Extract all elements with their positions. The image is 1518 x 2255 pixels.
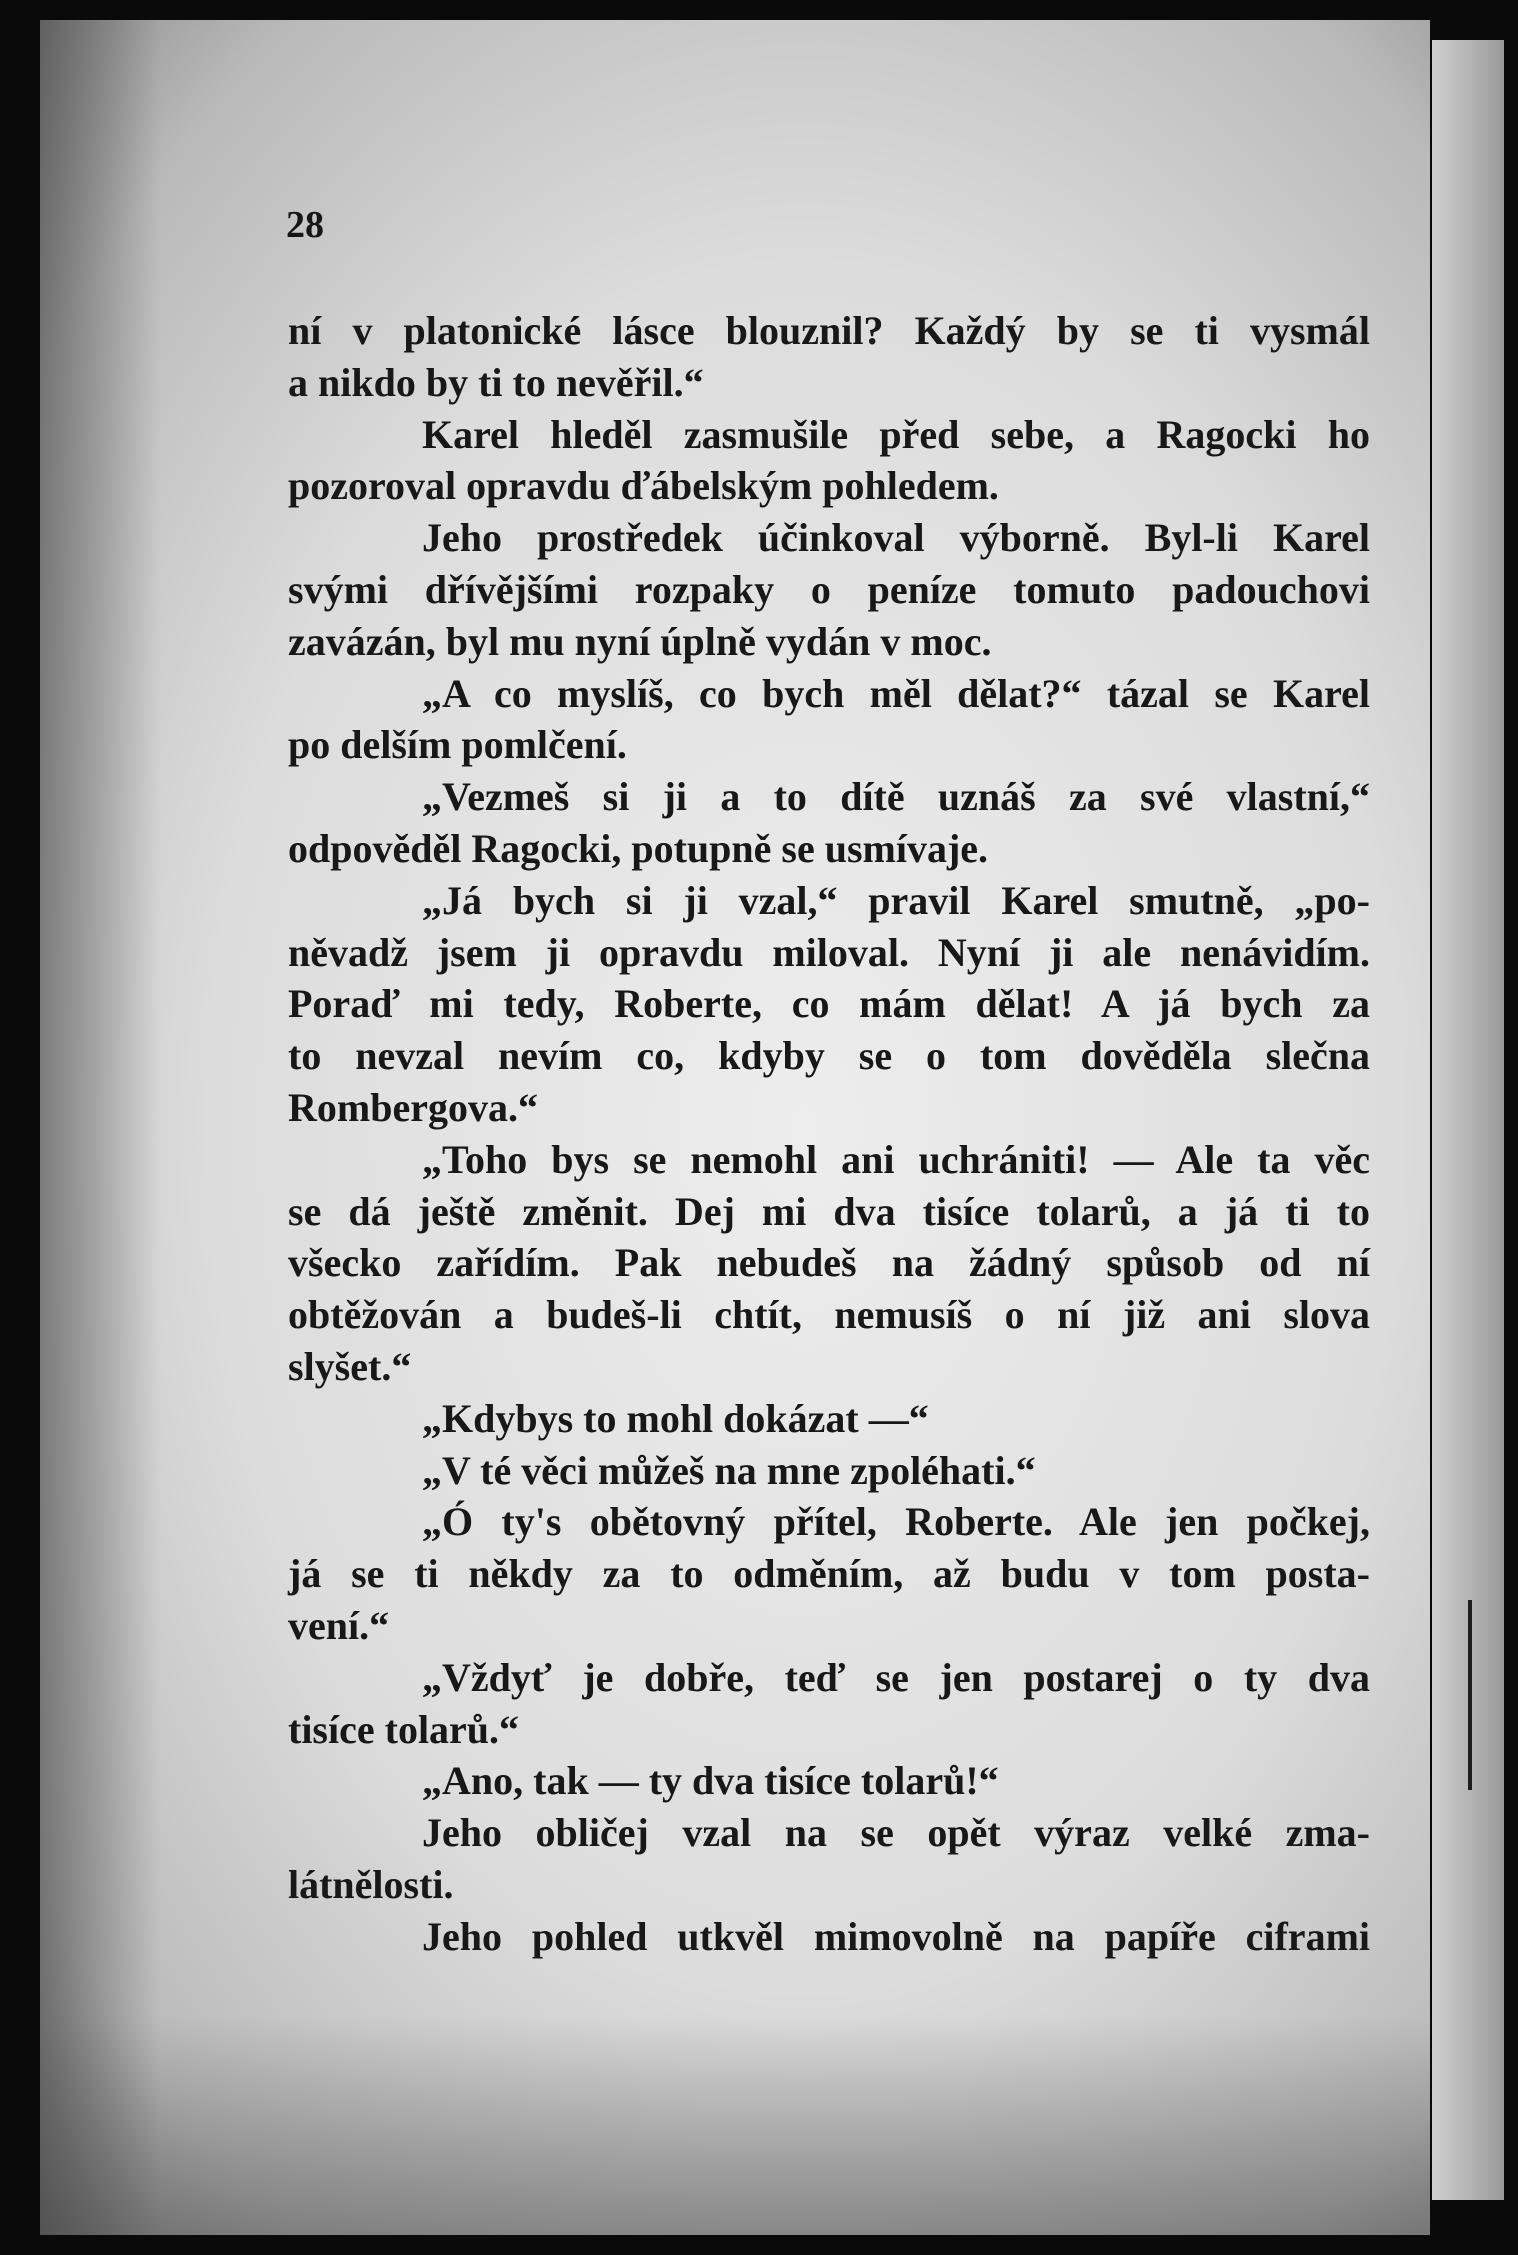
text-line: „Vždyť je dobře, teď se jen postarej o ty dva (422, 1654, 1370, 1700)
page-edge-mark (1468, 1600, 1472, 1790)
text-line: Jeho prostředek účinkoval výborně. Byl-li Karel (422, 515, 1370, 561)
text-line: Poraď mi tedy, Roberte, co mám dělat! A já bych za (288, 981, 1370, 1027)
text-line: Karel hleděl zasmušile před sebe, a Ragocki ho (422, 411, 1370, 457)
text-line: tisíce tolarů.“ (288, 1706, 520, 1752)
text-line: „Já bych si ji vzal,“ pravil Karel smutně, „po- (422, 877, 1370, 923)
text-line: „Ó ty's obětovný přítel, Roberte. Ale jen počkej, (422, 1499, 1370, 1545)
text-line: a nikdo by ti to nevěřil.“ (288, 359, 704, 405)
text-line: Jeho obličej vzal na se opět výraz velké zma- (422, 1810, 1370, 1856)
text-line: vení.“ (288, 1602, 390, 1648)
text-line: všecko zařídím. Pak nebudeš na žádný spůsob od ní (288, 1240, 1370, 1286)
page-number: 28 (286, 204, 324, 246)
text-line: „A co myslíš, co bych měl dělat?“ tázal se Karel (422, 670, 1370, 716)
page-text (288, 305, 1370, 1963)
next-page-edge (1432, 40, 1504, 2200)
text-line: Jeho pohled utkvěl mimovolně na papíře ciframi (422, 1913, 1370, 1959)
text-line: odpověděl Ragocki, potupně se usmívaje. (288, 825, 989, 871)
text-line: to nevzal nevím co, kdyby se o tom dověděla slečna (288, 1033, 1370, 1079)
text-line: se dá ještě změnit. Dej mi dva tisíce tolarů, a já ti to (288, 1188, 1370, 1234)
text-line: „Kdybys to mohl dokázat —“ (422, 1395, 929, 1441)
text-line: „Toho bys se nemohl ani uchrániti! — Ale ta věc (422, 1136, 1370, 1182)
text-line: svými dřívějšími rozpaky o peníze tomuto padouchovi (288, 566, 1370, 612)
text-line: slyšet.“ (288, 1343, 412, 1389)
text-line: pozoroval opravdu ďábelským pohledem. (288, 463, 999, 509)
text-line: něvadž jsem ji opravdu miloval. Nyní ji ale nenávidím. (288, 929, 1370, 975)
text-line: já se ti někdy za to odměním, až budu v tom posta- (288, 1551, 1370, 1597)
text-line: Rombergova.“ (288, 1084, 538, 1130)
text-line: zavázán, byl mu nyní úplně vydán v moc. (288, 618, 992, 664)
text-line: obtěžován a budeš-li chtít, nemusíš o ní již ani slova (288, 1292, 1370, 1338)
text-line: ní v platonické lásce blouznil? Každý by se ti vysmál (288, 308, 1370, 353)
book-page (40, 20, 1430, 2235)
text-line: „V té věci můžeš na mne zpoléhati.“ (422, 1447, 1036, 1493)
text-line: „Ano, tak — ty dva tisíce tolarů!“ (422, 1758, 999, 1804)
text-line: látnělosti. (288, 1861, 454, 1907)
text-line: „Vezmeš si ji a to dítě uznáš za své vlastní,“ (422, 774, 1370, 820)
text-line: po delším pomlčení. (288, 722, 627, 768)
